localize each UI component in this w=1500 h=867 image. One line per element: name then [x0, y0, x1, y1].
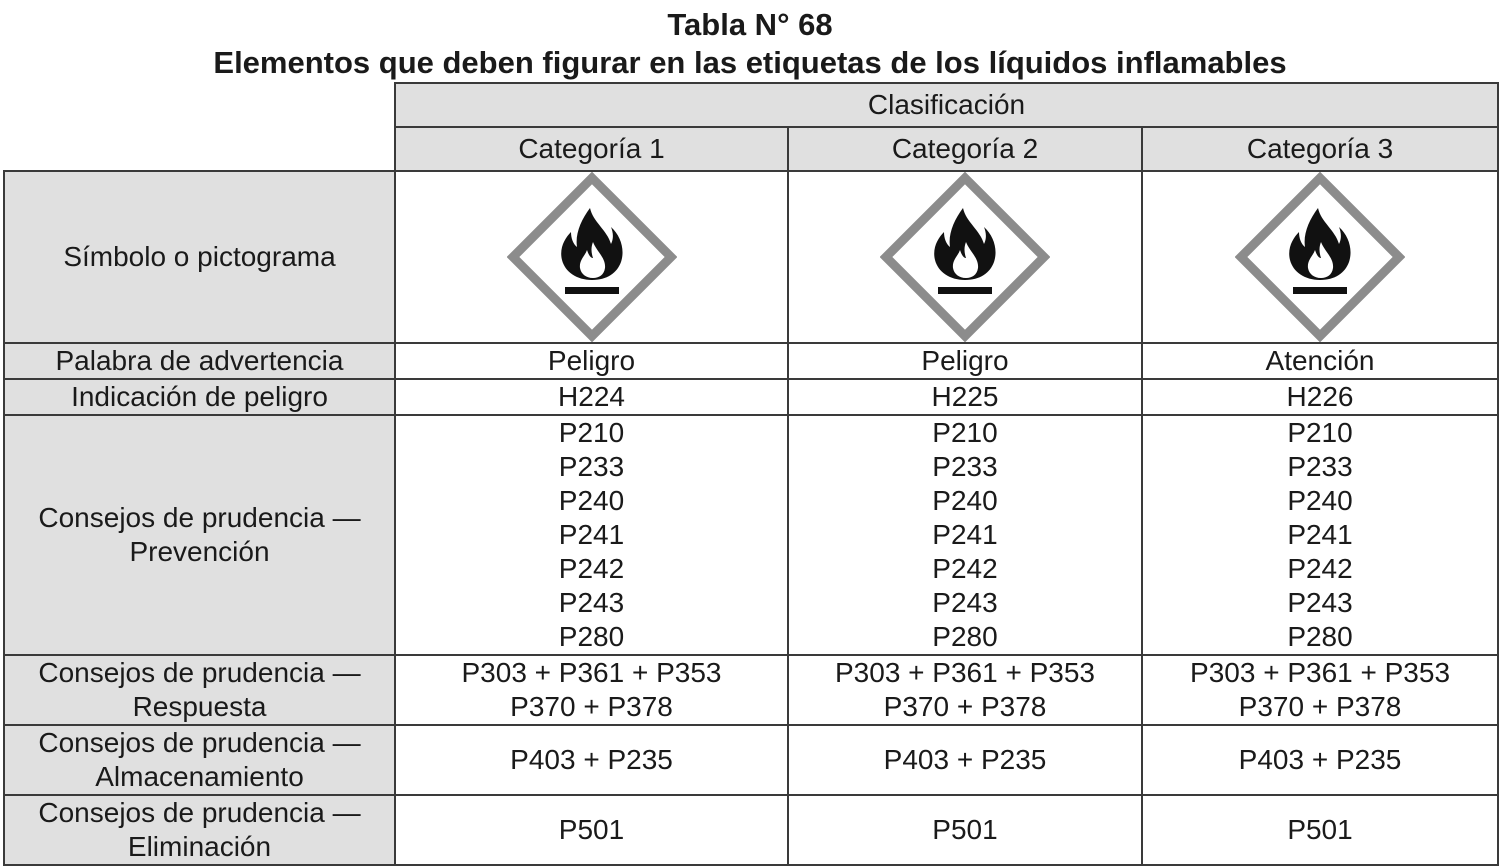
list-item: P241	[1287, 519, 1353, 550]
list-item: P241	[932, 519, 998, 550]
response-cat2	[788, 655, 1142, 725]
symbol-cell-1	[395, 171, 788, 343]
classification-header: Clasificación	[395, 83, 1498, 127]
flame-pictogram-icon	[1235, 172, 1405, 342]
flame-pictogram-icon	[880, 172, 1050, 342]
list-item: P242	[1287, 553, 1353, 584]
list-item: P303 + P361 + P353	[835, 657, 1095, 688]
list-item: P210	[1287, 417, 1353, 448]
hazard-statement-label: Indicación de peligro	[4, 379, 395, 415]
list-item: P303 + P361 + P353	[1190, 657, 1451, 688]
prevention-label-line2: Prevención	[129, 536, 270, 567]
prevention-row	[4, 415, 1498, 655]
storage-row	[4, 725, 1498, 795]
category-1-header: Categoría 1	[395, 127, 788, 171]
label-elements-table	[3, 82, 1499, 866]
list-item: P240	[932, 485, 998, 516]
flame-pictogram-icon	[507, 172, 677, 342]
list-item: P280	[558, 621, 625, 652]
response-label-line2: Respuesta	[132, 691, 267, 722]
storage-cat2: P403 + P235	[788, 725, 1142, 795]
table-subtitle: Elementos que deben figurar en las etiquetas de los líquidos inflamables	[213, 45, 1287, 80]
list-item: P233	[558, 451, 625, 482]
symbol-row-label: Símbolo o pictograma	[4, 171, 395, 343]
list-item: P280	[932, 621, 998, 652]
prevention-label-line1: Consejos de prudencia —	[38, 502, 361, 533]
list-item: P240	[1287, 485, 1353, 516]
list-item: P233	[1287, 451, 1353, 482]
disposal-label-line1: Consejos de prudencia —	[38, 797, 361, 828]
hazard-statement-cat3: H226	[1142, 379, 1498, 415]
signal-word-row	[4, 343, 1498, 379]
disposal-label	[4, 795, 395, 865]
list-item: P241	[558, 519, 625, 550]
list-item: P210	[558, 417, 625, 448]
storage-cat3: P403 + P235	[1142, 725, 1498, 795]
list-item: P243	[932, 587, 998, 618]
signal-word-cat1: Peligro	[395, 343, 788, 379]
hazard-statement-cat2: H225	[788, 379, 1142, 415]
list-item: P243	[558, 587, 625, 618]
table-title-block	[0, 6, 1500, 82]
response-row	[4, 655, 1498, 725]
response-label-line1: Consejos de prudencia —	[38, 657, 361, 688]
disposal-cat1: P501	[395, 795, 788, 865]
list-item: P233	[932, 451, 998, 482]
storage-cat1: P403 + P235	[395, 725, 788, 795]
list-item: P370 + P378	[510, 691, 673, 722]
category-3-header: Categoría 3	[1142, 127, 1498, 171]
list-item: P370 + P378	[1238, 691, 1402, 722]
disposal-row	[4, 795, 1498, 865]
storage-label-line1: Consejos de prudencia —	[38, 727, 361, 758]
response-label	[4, 655, 395, 725]
corner-empty-cell	[4, 83, 395, 171]
signal-word-cat2: Peligro	[788, 343, 1142, 379]
storage-label-line2: Almacenamiento	[95, 761, 304, 792]
signal-word-label: Palabra de advertencia	[4, 343, 395, 379]
disposal-cat3: P501	[1142, 795, 1498, 865]
hazard-statement-row	[4, 379, 1498, 415]
signal-word-cat3: Atención	[1142, 343, 1498, 379]
storage-label	[4, 725, 395, 795]
list-item: P242	[558, 553, 625, 584]
symbol-cell-3	[1142, 171, 1498, 343]
table-title: Tabla N° 68	[667, 7, 833, 42]
response-cat3	[1142, 655, 1498, 725]
prevention-cat3	[1142, 415, 1498, 655]
disposal-label-line2: Eliminación	[127, 831, 272, 862]
category-2-header: Categoría 2	[788, 127, 1142, 171]
hazard-statement-cat1: H224	[395, 379, 788, 415]
header-row-group	[4, 83, 1498, 127]
symbol-cell-2	[788, 171, 1142, 343]
list-item: P240	[558, 485, 625, 516]
list-item: P242	[932, 553, 998, 584]
prevention-label	[4, 415, 395, 655]
symbol-row	[4, 171, 1498, 343]
list-item: P210	[932, 417, 998, 448]
list-item: P243	[1287, 587, 1353, 618]
list-item: P280	[1287, 621, 1353, 652]
list-item: P303 + P361 + P353	[461, 657, 722, 688]
prevention-cat1	[395, 415, 788, 655]
disposal-cat2: P501	[788, 795, 1142, 865]
list-item: P370 + P378	[883, 691, 1047, 722]
prevention-cat2	[788, 415, 1142, 655]
response-cat1	[395, 655, 788, 725]
